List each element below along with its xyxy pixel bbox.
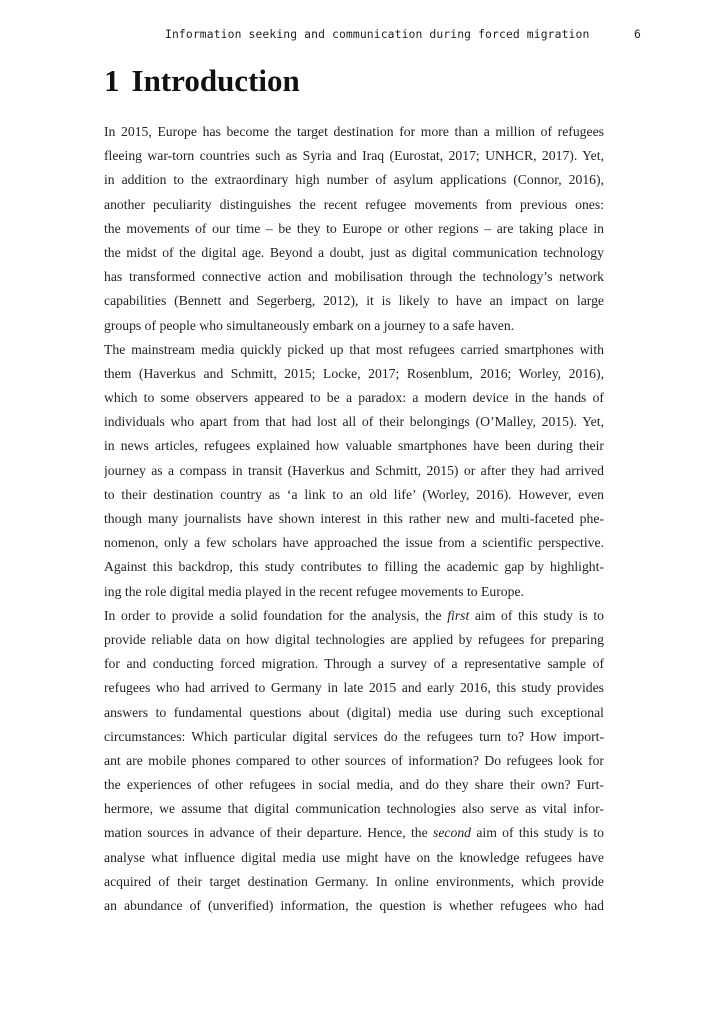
text-line: nomenon, only a few scholars have approached the issue from a scientific perspective. [104,535,604,551]
section-number: 1 [104,63,120,98]
text-line: which to some observers appeared to be a paradox: a modern device in the hands of [104,390,604,406]
text-run: aim of this study is to [471,825,604,841]
text-line: acquired of their target destination Germany. In online environments, which provide [104,873,604,889]
text-line [104,604,604,628]
text-run: In order to provide a solid foundation for the analysis, the [104,607,448,623]
section-heading [104,62,300,100]
emphasis-second: second [433,825,472,841]
text-line: them (Haverkus and Schmitt, 2015; Locke, 2017; Rosenblum, 2016; Worley, 2016), [104,365,604,381]
body-text [104,120,604,918]
running-header: Information seeking and communication during forced migration [165,27,590,41]
text-line: the movements of our time – be they to Europe or other regions – are taking place in [104,220,604,236]
text-line: hermore, we assume that digital communication technologies also serve as vital infor- [104,801,604,817]
text-line: circumstances: Which particular digital services do the refugees turn to? How import- [104,728,604,744]
page-number: 6 [634,27,641,41]
text-line: journey as a compass in transit (Haverkus and Schmitt, 2015) or after they had arrived [104,462,604,478]
text-line: in news articles, refugees explained how valuable smartphones have been during their [104,438,604,454]
text-line: The mainstream media quickly picked up that most refugees carried smartphones with [104,341,604,357]
paragraph-1 [104,120,604,338]
text-line: analyse what influence digital media use might have on the knowledge refugees have [104,849,604,865]
text-line: in addition to the extraordinary high number of asylum applications (Connor, 2016), [104,172,604,188]
text-line: another peculiarity distinguishes the recent refugee movements from previous ones: [104,196,604,212]
text-line: for and conducting forced migration. Through a survey of a representative sample of [104,656,604,672]
paragraph-2 [104,338,604,604]
section-title: Introduction [131,63,300,98]
text-line [104,821,604,845]
text-run: mation sources in advance of their departure. Hence, the [104,825,433,841]
text-line: has transformed connective action and mobilisation through the technology’s network [104,269,604,285]
text-run: aim of this study is to [469,607,604,623]
emphasis-first: first [447,607,470,623]
text-line: the experiences of other refugees in social media, and do they share their own? Furt- [104,777,604,793]
text-line: to their destination country as ‘a link to an old life’ (Worley, 2016). However, even [104,486,604,502]
text-line: provide reliable data on how digital technologies are applied by refugees for preparing [104,631,604,647]
text-line: In 2015, Europe has become the target destination for more than a million of refugees [104,124,604,139]
text-line: refugees who had arrived to Germany in late 2015 and early 2016, this study provides [104,680,604,696]
text-line: ant are mobile phones compared to other sources of information? Do refugees look for [104,752,604,768]
text-line: an abundance of (unverified) information, the question is whether refugees who had [104,898,604,913]
text-line: capabilities (Bennett and Segerberg, 2012), it is likely to have an impact on large [104,293,604,309]
paragraph-3 [104,604,604,918]
text-line: ing the role digital media played in the recent refugee movements to Europe. [104,583,524,599]
text-line: individuals who apart from that had lost all of their belongings (O’Malley, 2015). Yet, [104,414,604,430]
text-line: groups of people who simultaneously embark on a journey to a safe haven. [104,317,515,333]
text-line: the midst of the digital age. Beyond a doubt, just as digital communication technology [104,244,604,260]
text-line: fleeing war-torn countries such as Syria and Iraq (Eurostat, 2017; UNHCR, 2017). Yet, [104,148,604,164]
text-line: though many journalists have shown interest in this rather new and multi-faceted phe- [104,511,604,526]
text-line: Against this backdrop, this study contributes to filling the academic gap by highlight- [104,559,604,575]
text-line: answers to fundamental questions about (digital) media use during such exceptional [104,704,604,720]
